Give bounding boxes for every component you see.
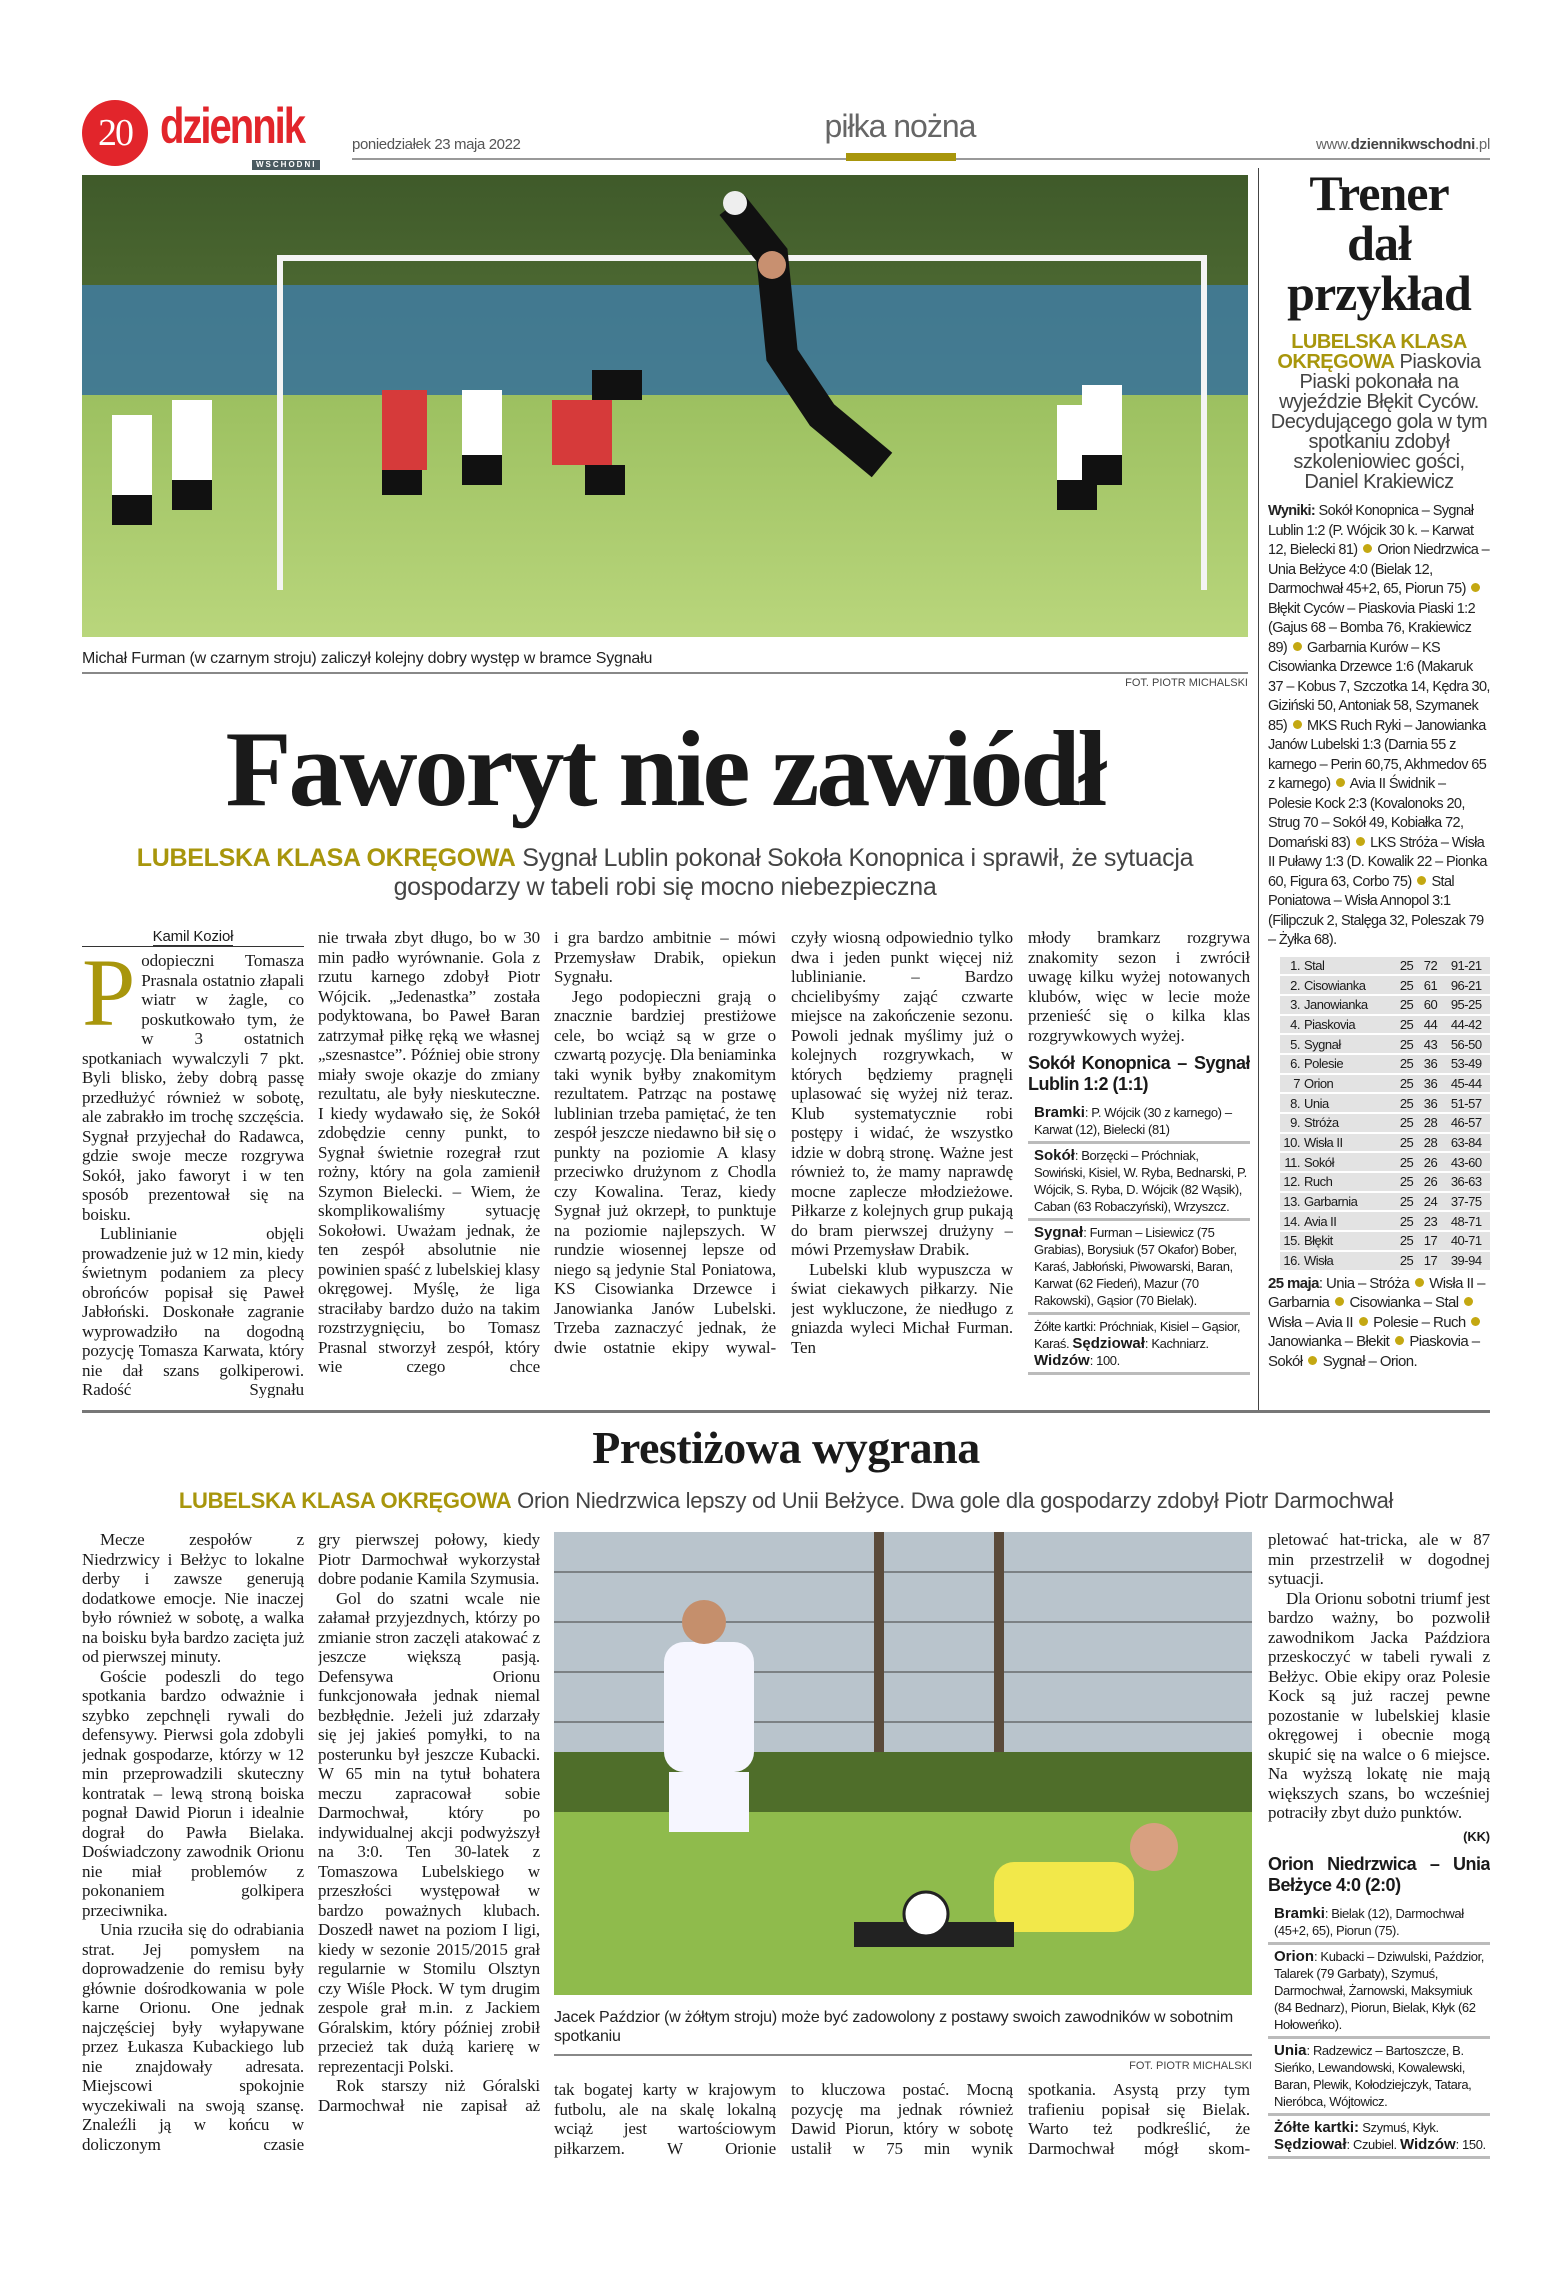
points-cell: 44 <box>1419 1016 1443 1034</box>
newspaper-logo: dziennik <box>160 99 305 155</box>
paragraph: Gol do szatni wcale nie załamał przyjezdnych, którzy po zmianie stron zaczęli atakować z jeszcze większą pasją. Defensywa Orionu funkcjonowała jednak niemal bezbłędnie. Jeżeli już zdarzały się jej jakieś pomyłki, to na posterunku był jeszcze Kubacki. W 65 min na tytuł bohatera meczu zapracował sobie Darmochwał, który po indywidualnej akcji podwyższył na 3:0. Ten 30-latek z Tomaszowa Lubelskiego w przeszłości występował w bardzo poważnych klubach. Doszedł nawet na poziom I ligi, kiedy w sezonie 2015/2015 grał regularnie w Stomilu Olsztyn czy Wiśle Płock. W tym drugim zespole grał m.in. z Jackiem Góralskim, który później zrobił przecież tak dużą karierę w reprezentacji Polski. <box>318 1588 540 2076</box>
rank-cell: 16. <box>1280 1252 1302 1270</box>
detail-label: Sędziował <box>1072 1335 1145 1352</box>
page-number-badge <box>82 100 148 166</box>
photo-caption: Jacek Paździor (w żółtym stroju) może być zadowolony z postawy swoich zawodników w sobotnim spotkaniu <box>554 2009 1233 2045</box>
headline-line: przykład <box>1287 265 1471 321</box>
paragraph: Rok starszy niż Góralski Darmochwał nie zapisał aż <box>318 2076 540 2115</box>
paragraph: czyły wiosną odpowiednio tylko dwa i jeden punkt więcej niż lublinianie. – Bardzo chcielibyśmy zająć czwarte miejsce na zakończenie sezonu. Powoli jednak myślimy już o kolejnych rozgrywkach, w których będziemy pragnęli uplasować się wyżej niż teraz. Klub systematycznie robi postępy i widać, że wszystko idzie w dobrą stronę. Ważne jest również to, że mamy naprawdę mocne zaplecze młodzieżowe. Piłkarze z kolejnych grup pukają do bram pierwszej drużyny – mówi Przemysław Drabik. <box>791 928 1013 1259</box>
bullet-dot-icon <box>1471 1317 1480 1326</box>
article-headline: Faworyt nie zawiódł <box>225 710 1105 829</box>
url-suffix: .pl <box>1475 136 1490 153</box>
detail-label: Sygnał <box>1034 1224 1084 1241</box>
bullet-dot-icon <box>1471 583 1480 592</box>
table-row <box>1280 1252 1490 1270</box>
website-link[interactable] <box>1316 136 1490 153</box>
points-cell: 61 <box>1419 976 1443 994</box>
match-detail <box>1028 1315 1250 1375</box>
deck-text: Sygnał Lublin pokonał Sokoła Konopnica i sprawił, że sytuacja gospodarzy w tabeli robi się mocno niebezpieczna <box>393 844 1194 901</box>
rank-cell: 5. <box>1280 1035 1302 1053</box>
article-deck <box>110 844 1220 902</box>
deck-text: Piaskovia Piaski pokonała na wyjeździe Błękit Cyców. Decydującego gola w tym spotkaniu zdobył szkoleniowiec gości, Daniel Krakiewicz <box>1270 351 1488 493</box>
bullet-dot-icon <box>1415 1278 1424 1287</box>
sidebar-headline <box>1268 165 1490 321</box>
paragraph: gry pierwszej połowy, kiedy Piotr Darmochwał wykorzystał dobre podanie Kamila Szymusia. <box>318 1530 540 1588</box>
rank-cell: 9. <box>1280 1114 1302 1132</box>
article-column-2 <box>318 1530 540 2170</box>
league-table <box>1280 955 1490 1272</box>
team-cell: Sokół <box>1302 1153 1395 1171</box>
fixture: Unia – Stróża <box>1325 1274 1410 1292</box>
goals-cell: 48-71 <box>1442 1212 1490 1230</box>
article-column-2 <box>318 928 540 1398</box>
played-cell: 25 <box>1395 957 1419 975</box>
paragraph: nie trwała zbyt długo, bo w 30 min padło wyrównanie. Gola z rzutu karnego zdobył Piotr Wójcik. „Jedenastka” została podyktowana, bo Paweł Baran zatrzymał piłkę ręką we własnej „szesnastce”. Później obie strony miały swoje okazje do zmiany rezultatu, ale były nieskuteczne. I kiedy wydawało się, że Sokół zdobędzie cenny punkt, to Sygnał świetnie rozegrał rzut rożny, który na gola zamienił Szymon Bielecki. – Wiem, że skomplikowaliśmy sytuację Sokołowi. Uważam jednak, że ten zespół absolutnie nie powinien spaść z lubelskiej klasy okręgowej. Myślę, że liga straciłaby bardzo dużo na takim rozstrzygnięciu, bo Tomasz Prasnal stworzył zespół, który wie czego chce <box>318 928 540 1376</box>
detail-text: : Furman – Lisiewicz (75 Grabias), Borysiuk (57 Okafor) Bober, Karaś, Jabłoński, Piwowarski, Baran, Karwat (62 Fiedeń), Mazur (70 Rakowski), Gąsior (70 Bielak). <box>1034 1225 1237 1308</box>
page-number: 20 <box>98 112 132 154</box>
fixtures-label: 25 maja <box>1268 1274 1319 1292</box>
fixture: Cisowianka – Stal <box>1349 1294 1459 1311</box>
played-cell: 25 <box>1395 1212 1419 1230</box>
match-detail <box>1028 1144 1250 1221</box>
paragraph: Lublinianie objęli prowadzenie już w 12 min, kiedy świetnym podaniem za plecy obrońców popisał się Paweł Jabłoński. Doskonałe zagranie wyprowadziło na dogodną pozycję Tomasza Karwata, który nie dał szans golkiperowi. Radość Sygnału <box>82 1224 304 1398</box>
match-detail <box>1268 2039 1490 2116</box>
detail-label: Orion <box>1274 1948 1314 1965</box>
team-cell: Unia <box>1302 1094 1395 1112</box>
played-cell: 25 <box>1395 996 1419 1014</box>
table-row <box>1280 1212 1490 1230</box>
bullet-dot-icon <box>1293 642 1302 651</box>
match-detail <box>1268 1945 1490 2039</box>
match-result: LKS Stróża – Wisła II Puławy 1:3 (D. Kowalik 22 – Pionka 60, Figura 63, Corbo 75) <box>1268 834 1487 890</box>
rank-cell: 14. <box>1280 1212 1302 1230</box>
author-name: Kamil Kozioł <box>152 928 234 945</box>
goals-cell: 44-42 <box>1442 1016 1490 1034</box>
detail-label: Sędziował <box>1274 2136 1347 2153</box>
goals-cell: 95-25 <box>1442 996 1490 1014</box>
goals-cell: 56-50 <box>1442 1035 1490 1053</box>
detail-label: Widzów <box>1399 2136 1456 2153</box>
article-column-4 <box>791 2080 1013 2162</box>
photo-illustration <box>82 175 1248 637</box>
goals-cell: 51-57 <box>1442 1094 1490 1112</box>
results-label: Wyniki: <box>1268 503 1316 519</box>
detail-label: Bramki <box>1274 1905 1325 1922</box>
table-row <box>1280 1114 1490 1132</box>
points-cell: 26 <box>1419 1153 1443 1171</box>
played-cell: 25 <box>1395 1252 1419 1270</box>
fixture: Wisła II – Garbarnia <box>1268 1274 1485 1311</box>
fixture: Sygnał – Orion. <box>1322 1352 1418 1370</box>
paragraph: Unia rzuciła się do odrabiania strat. Jej pomysłem na doprowadzenie do remisu były głównie dośrodkowania w pole karne Orionu. One jednak najczęściej były wyłapywane przez Łukasza Kubackiego lub nie znajdowały adresata. Miejscowi spokojnie wyczekiwali na swoją szansę. Znaleźli ją w końcu w doliczonym czasie <box>82 1920 304 2154</box>
newspaper-logo-sub: WSCHODNI <box>252 160 320 170</box>
match-detail <box>1268 1902 1490 1945</box>
bullet-dot-icon <box>1395 1336 1404 1345</box>
photo-credit: FOT. PIOTR MICHALSKI <box>1129 2060 1252 2072</box>
match-detail <box>1028 1221 1250 1315</box>
played-cell: 25 <box>1395 1075 1419 1093</box>
bullet-dot-icon <box>1356 837 1365 846</box>
deck-kicker: LUBELSKA KLASA OKRĘGOWA <box>178 1488 512 1513</box>
match-box <box>1028 1101 1250 1375</box>
match-box-title: Sokół Konopnica – Sygnał Lublin 1:2 (1:1) <box>1028 1053 1250 1094</box>
article-column-1 <box>82 928 304 1398</box>
results-list <box>1268 502 1490 951</box>
url-prefix: www. <box>1316 136 1351 153</box>
table-row <box>1280 976 1490 994</box>
points-cell: 17 <box>1419 1252 1443 1270</box>
points-cell: 28 <box>1419 1114 1443 1132</box>
points-cell: 72 <box>1419 957 1443 975</box>
fixture: Polesie – Ruch <box>1373 1313 1466 1331</box>
rank-cell: 4. <box>1280 1016 1302 1034</box>
caption-rule <box>82 672 1248 674</box>
detail-label: Unia <box>1274 2042 1307 2059</box>
photo-credit: FOT. PIOTR MICHALSKI <box>1125 677 1248 689</box>
played-cell: 25 <box>1395 1193 1419 1211</box>
team-cell: Polesie <box>1302 1055 1395 1073</box>
article-column-3 <box>554 2080 776 2162</box>
bullet-dot-icon <box>1417 876 1426 885</box>
detail-label: Bramki <box>1034 1104 1085 1121</box>
team-cell: Ruch <box>1302 1173 1395 1191</box>
table-row <box>1280 1016 1490 1034</box>
match-result: MKS Ruch Ryki – Janowianka Janów Lubelski 1:3 (Darnia 55 z karnego – Perin 60,75, Akhmedov 65 z karnego) <box>1268 717 1487 792</box>
drop-cap: P <box>82 939 136 1046</box>
sidebar-deck <box>1268 332 1490 492</box>
rank-cell: 12. <box>1280 1173 1302 1191</box>
team-cell: Piaskovia <box>1302 1016 1395 1034</box>
rank-cell: 13. <box>1280 1193 1302 1211</box>
goals-cell: 91-21 <box>1442 957 1490 975</box>
played-cell: 25 <box>1395 1153 1419 1171</box>
detail-text: : 100. <box>1089 1353 1120 1368</box>
detail-text: : 150. <box>1455 2137 1486 2152</box>
match-result: Błękit Cyców – Piaskovia Piaski 1:2 (Gajus 68 – Bomba 76, Krakiewicz 89) <box>1268 600 1476 656</box>
table-row <box>1280 1134 1490 1152</box>
paragraph: tak bogatej karty w krajowym futbolu, ale na skalę lokalną wciąż jest wartościowym piłkarzem. W Orionie <box>554 2080 776 2158</box>
photo-caption: Michał Furman (w czarnym stroju) zaliczył kolejny dobry występ w bramce Sygnału <box>82 650 653 667</box>
paragraph: młody bramkarz rozgrywa znakomity sezon i zwrócił uwagę kilku wyżej notowanych klubów, więc w lecie może przenieść się o kilka klas rozgrywkowych wyżej. <box>1028 928 1250 1045</box>
author-signature: (KK) <box>1463 1828 1490 1844</box>
goals-cell: 46-57 <box>1442 1114 1490 1132</box>
sidebar-divider <box>1258 168 1259 1410</box>
headline-line: dał <box>1347 215 1411 271</box>
headline-line: Trener <box>1309 165 1449 221</box>
goals-cell: 37-75 <box>1442 1193 1490 1211</box>
table-row <box>1280 1055 1490 1073</box>
bullet-dot-icon <box>1464 1297 1473 1306</box>
match-result: Stal Poniatowa – Wisła Annopol 3:1 (Filipczuk 2, Stalęga 32, Poleszak 79 – Żyłka 68). <box>1268 873 1484 948</box>
team-cell: Orion <box>1302 1075 1395 1093</box>
paragraph: Goście podeszli do tego spotkania bardzo odważnie i szybko zepchnęli rywali do defensywy. Pierwsi gola zdobyli jednak gospodarze, którzy w 12 min przeprowadzili skuteczny kontratak – lewą stroną boiska pognał Dawid Piorun i idealnie dograł do Pawła Bielaka. Doświadczony zawodnik Orionu nie miał problemów z pokonaniem golkipera przeciwnika. <box>82 1666 304 1920</box>
team-cell: Garbarnia <box>1302 1193 1395 1211</box>
match-result: Sokół Konopnica – Sygnał Lublin 1:2 (P. Wójcik 30 k. – Karwat 12, Bielecki 81) <box>1268 503 1474 558</box>
detail-text: : Borzęcki – Próchniak, Sowiński, Kisiel, W. Ryba, Bednarski, P. Wójcik, S. Ryba, D. Wójcik (82 Wąsik), Caban (63 Robaczyński), Wrzyszcz. <box>1034 1148 1247 1214</box>
table-row <box>1280 1173 1490 1191</box>
paragraph: i gra bardzo ambitnie – mówi Przemysław Drabik, opiekun Sygnału. <box>554 928 776 986</box>
article-column-6 <box>1268 1530 1490 2180</box>
fixture: Wisła – Avia II <box>1268 1313 1353 1331</box>
article-column-4 <box>791 928 1013 1398</box>
match-action-photo <box>554 1532 1252 1995</box>
played-cell: 25 <box>1395 1114 1419 1132</box>
bullet-dot-icon <box>1293 720 1302 729</box>
detail-text: : Kubacki – Dziwulski, Paździor, Talarek (79 Garbaty), Szymuś, Darmochwał, Żarnowski, Maksymiuk (84 Bednarz), Piorun, Bielak, Kłyk (62 Hołoweńko). <box>1274 1949 1484 2032</box>
points-cell: 24 <box>1419 1193 1443 1211</box>
bullet-dot-icon <box>1359 1317 1368 1326</box>
paragraph: to kluczowa postać. Mocną pozycję ma jednak również Dawid Piorun, który w sobotę ustalił w 75 min wynik <box>791 2080 1013 2158</box>
goals-cell: 53-49 <box>1442 1055 1490 1073</box>
issue-date: poniedziałek 23 maja 2022 <box>352 136 521 153</box>
bullet-dot-icon <box>1335 1297 1344 1306</box>
match-detail <box>1268 2116 1490 2159</box>
detail-text: : P. Wójcik (30 z karnego) – Karwat (12), Bielecki (81) <box>1034 1105 1232 1137</box>
table-row <box>1280 1094 1490 1112</box>
table-row <box>1280 996 1490 1014</box>
detail-text: : Kachniarz. <box>1144 1336 1209 1351</box>
detail-label: Żółte kartki: <box>1274 2119 1360 2136</box>
article-divider <box>82 1410 1490 1413</box>
team-cell: Błękit <box>1302 1232 1395 1250</box>
team-cell: Stróża <box>1302 1114 1395 1132</box>
bullet-dot-icon <box>1336 778 1345 787</box>
match-result: Orion Niedrzwica – Unia Bełżyce 4:0 (Bielak 12, Darmochwał 45+2, 65, Piorun 75) <box>1268 542 1490 597</box>
detail-text: Szymuś, Kłyk. <box>1359 2120 1439 2135</box>
points-cell: 36 <box>1419 1075 1443 1093</box>
played-cell: 25 <box>1395 1134 1419 1152</box>
rank-cell: 15. <box>1280 1232 1302 1250</box>
points-cell: 23 <box>1419 1212 1443 1230</box>
detail-text: Żółte kartki: Próchniak, Kisiel – Gąsior, Karaś. <box>1034 1319 1241 1351</box>
team-cell: Avia II <box>1302 1212 1395 1230</box>
goals-cell: 63-84 <box>1442 1134 1490 1152</box>
article-column-5 <box>1028 2080 1250 2162</box>
table-row <box>1280 1075 1490 1093</box>
sidebar <box>1268 165 1490 1371</box>
played-cell: 25 <box>1395 1035 1419 1053</box>
goals-cell: 40-71 <box>1442 1232 1490 1250</box>
deck-text: Orion Niedrzwica lepszy od Unii Bełżyce. Dwa gole dla gospodarzy zdobył Piotr Darmochwał <box>517 1488 1394 1513</box>
article-deck <box>82 1486 1490 1515</box>
points-cell: 43 <box>1419 1035 1443 1053</box>
url-domain: dziennikwschodni <box>1350 136 1476 153</box>
detail-text: : Czubiel. <box>1346 2137 1400 2152</box>
paragraph-text: odopieczni Tomasza Prasnala ostatnio złapali wiatr w żagle, co poskutkowało tym, że w 3 ostatnich spotkaniach wywalczyli 7 pkt. Byli blisko, żeby dobrą passę przedłużyć również w sobotę, ale zabrakło im trochę szczęścia. Sygnał przyjechał do Radawca, gdzie swoje mecze rozgrywa Sokół, jako faworyt i w ten sposób prezentował się na boisku. <box>82 951 304 1224</box>
played-cell: 25 <box>1395 1173 1419 1191</box>
section-title: piłka nożna <box>824 108 976 144</box>
table-row <box>1280 1153 1490 1171</box>
played-cell: 25 <box>1395 1055 1419 1073</box>
rank-cell: 6. <box>1280 1055 1302 1073</box>
caption-rule <box>554 2054 1252 2056</box>
table-row <box>1280 957 1490 975</box>
article-column-5 <box>1028 928 1250 1403</box>
goals-cell: 96-21 <box>1442 976 1490 994</box>
rank-cell: 11. <box>1280 1153 1302 1171</box>
article-headline: Prestiżowa wygrana <box>592 1422 980 1473</box>
goals-cell: 43-60 <box>1442 1153 1490 1171</box>
table-row <box>1280 1193 1490 1211</box>
deck-kicker: LUBELSKA KLASA OKRĘGOWA <box>1277 331 1467 373</box>
paragraph: Jego podopieczni grają o znacznie bardziej prestiżowe cele, bo wciąż są w grze o czwartą pozycję. Dla beniaminka taki wynik byłby znakomitym rezultatem. Patrząc na postawę lublinian trzeba pamiętać, że ten zespół jeszcze niedawno bił się o punkty na poziomie A klasy przeciwko drużynom z Chodla czy Kowalina. Teraz, kiedy Sygnał już okrzepł, to punktuje na poziomie najlepszych. W rundzie wiosennej lepsze od niego są jedynie Stal Poniatowa, KS Cisowianka Drzewce i Janowianka Janów Lubelski. Trzeba zaznaczyć jednak, że dwie ostatnie ekipy wywal- <box>554 986 776 1357</box>
rank-cell: 8. <box>1280 1094 1302 1112</box>
detail-text: : Bielak (12), Darmochwał (45+2, 65), Piorun (75). <box>1274 1906 1464 1938</box>
goalkeeper-save-photo <box>82 175 1248 637</box>
detail-label: Sokół <box>1034 1147 1075 1164</box>
fixture: Janowianka – Błekit <box>1268 1333 1390 1350</box>
photo-illustration <box>554 1532 1252 1995</box>
goals-cell: 39-94 <box>1442 1252 1490 1270</box>
team-cell: Janowianka <box>1302 996 1395 1014</box>
paragraph <box>82 939 304 1224</box>
fixture: Piaskovia – Sokół <box>1268 1333 1480 1370</box>
detail-label: Widzów <box>1034 1352 1090 1369</box>
fixtures-list: 25 maja: Unia – Stróża Wisła II – Garbarnia Cisowianka – Stal Wisła – Avia II Polesie – Ruch Janowianka – Błekit Piaskovia – Sokół Sygnał – Orion. <box>1268 1274 1485 1370</box>
article-column-1 <box>82 1530 304 2170</box>
played-cell: 25 <box>1395 1016 1419 1034</box>
team-cell: Cisowianka <box>1302 976 1395 994</box>
team-cell: Stal <box>1302 957 1395 975</box>
table-row <box>1280 1232 1490 1250</box>
points-cell: 60 <box>1419 996 1443 1014</box>
bullet-dot-icon <box>1308 1356 1317 1365</box>
table-row <box>1280 1035 1490 1053</box>
section-accent-bar <box>846 153 956 161</box>
paragraph: Mecze zespołów z Niedrzwicy i Bełżyc to lokalne derby i zawsze generują dodatkowe emocje. Nie inaczej było również w sobotę, a walka na boisku była bardzo zacięta już od pierwszej minuty. <box>82 1530 304 1666</box>
team-cell: Wisła <box>1302 1252 1395 1270</box>
rank-cell: 7 <box>1280 1075 1302 1093</box>
goals-cell: 45-44 <box>1442 1075 1490 1093</box>
team-cell: Wisła II <box>1302 1134 1395 1152</box>
deck-kicker: LUBELSKA KLASA OKRĘGOWA <box>136 844 516 872</box>
points-cell: 17 <box>1419 1232 1443 1250</box>
points-cell: 28 <box>1419 1134 1443 1152</box>
rank-cell: 3. <box>1280 996 1302 1014</box>
match-result: Avia II Świdnik – Polesie Kock 2:3 (Kovalonoks 20, Strug 70 – Sokół 49, Kobiałka 72, Domański 83) <box>1268 776 1465 851</box>
points-cell: 36 <box>1419 1055 1443 1073</box>
paragraph: spotkania. Asystą przy tym trafieniu popisał się Bielak. Warto też podkreślić, że Darmochwał mógł skom- <box>1028 2080 1250 2158</box>
played-cell: 25 <box>1395 1094 1419 1112</box>
match-detail <box>1028 1101 1250 1144</box>
paragraph: Dla Orionu sobotni triumf jest bardzo ważny, bo pozwolił zawodnikom Jacka Paździora przeskoczyć w tabeli rywali z Bełżyc. Obie ekipy oraz Polesie Kock są już raczej pewne pozostanie w lubelskiej klasie okręgowej i obecnie mogą skupić się na walce o 6 miejsce. Na wyższą lokatę nie mają większych szans, bo wcześniej potraciły zbyt dużo punktów. <box>1268 1588 1490 1822</box>
rank-cell: 2. <box>1280 976 1302 994</box>
rank-cell: 1. <box>1280 957 1302 975</box>
match-result: Garbarnia Kurów – KS Cisowianka Drzewce 1:6 (Makaruk 37 – Kobus 7, Szczotka 14, Kędra 30, Giziński 50, Antoniak 58, Szymanek 85) <box>1268 639 1490 734</box>
match-box <box>1268 1902 1490 2159</box>
team-cell: Sygnał <box>1302 1035 1395 1053</box>
played-cell: 25 <box>1395 1232 1419 1250</box>
points-cell: 26 <box>1419 1173 1443 1191</box>
goals-cell: 36-63 <box>1442 1173 1490 1191</box>
paragraph: pletować hat-tricka, ale w 87 min przestrzelił w dogodnej sytuacji. <box>1268 1530 1490 1588</box>
match-box-title: Orion Niedrzwica – Unia Bełżyce 4:0 (2:0) <box>1268 1854 1490 1895</box>
bullet-dot-icon <box>1363 544 1372 553</box>
points-cell: 36 <box>1419 1094 1443 1112</box>
played-cell: 25 <box>1395 976 1419 994</box>
rank-cell: 10. <box>1280 1134 1302 1152</box>
detail-text: : Radzewicz – Bartoszcze, B. Sieńko, Lewandowski, Kowalewski, Baran, Plewik, Kołodziejczyk, Tatara, Nieróbca, Wójtowicz. <box>1274 2043 1472 2109</box>
article-column-3 <box>554 928 776 1398</box>
paragraph: Lubelski klub wypuszcza w świat ciekawych piłkarzy. Nie jest wykluczone, że niedługo z gniazda wyleci Michał Furman. Ten <box>791 1259 1013 1357</box>
